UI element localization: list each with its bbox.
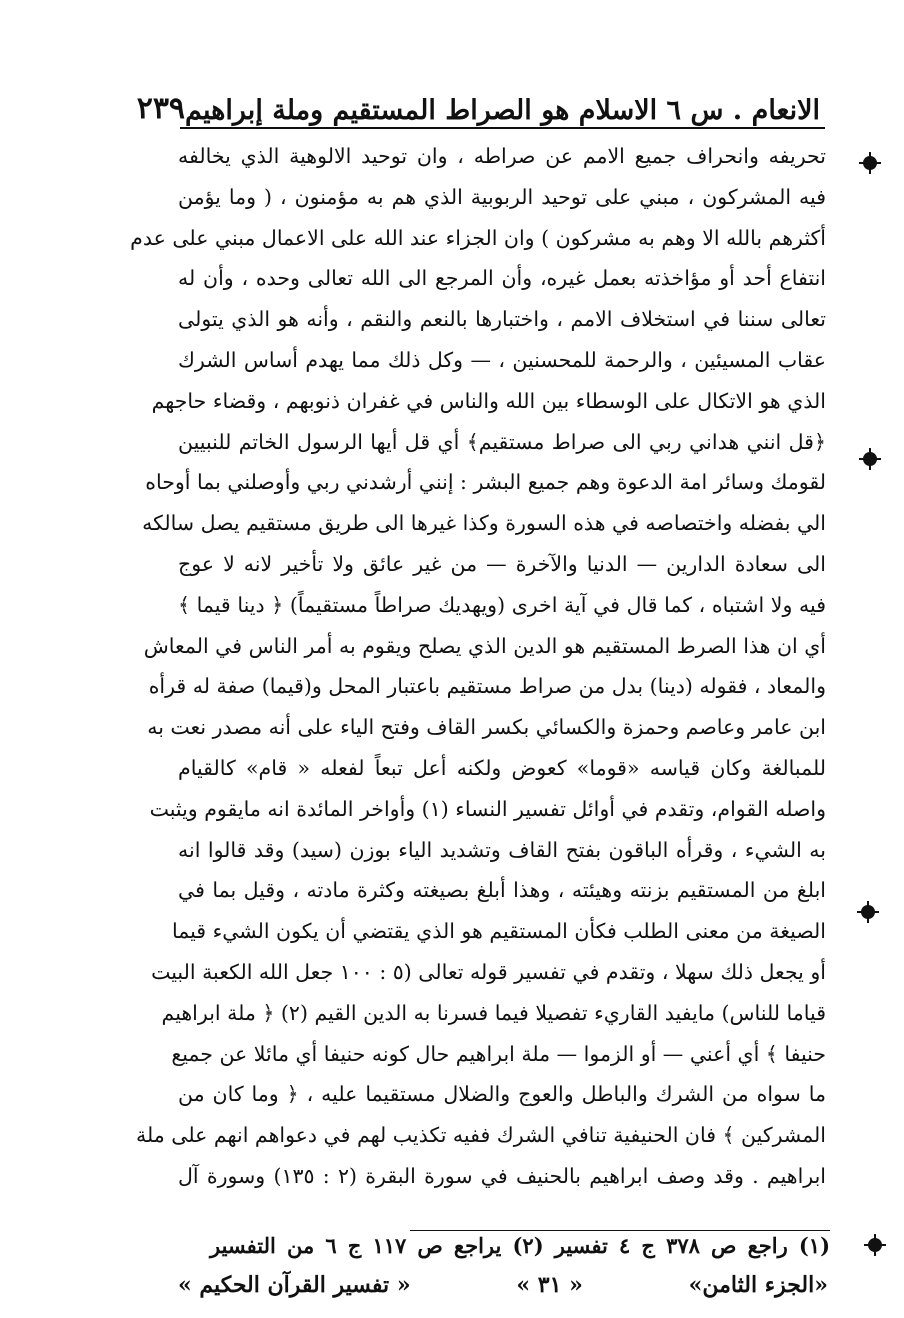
text-line: واصله القوام، وتقدم في أوائل تفسير النساء (١) وأواخر المائدة انه مايقوم ويثبت	[149, 796, 826, 821]
text-line: الى سعادة الدارين — الدنيا والآخرة — من غير عائق ولا تأخير لانه لا عوج	[178, 551, 826, 576]
text-line: الصيغة من معنى الطلب فكأن المستقيم هو الذي يقتضي أن يكون الشيء قيما	[171, 919, 826, 944]
text-line: الذي هو الاتكال على الوسطاء بين الله والناس في غفران ذنوبهم ، وقضاء حاجهم	[151, 388, 826, 413]
text-line: ابن عامر وعاصم وحمزة والكسائي بكسر القاف وفتح الياء على أنه مصدر نعت به	[147, 715, 826, 740]
text-line: ﴿قل انني هداني ربي الى صراط مستقيم﴾ أي قل أيها الرسول الخاتم للنبيين	[178, 429, 826, 454]
header-rule	[180, 127, 825, 129]
margin-marker-icon	[863, 156, 877, 170]
text-line: تحريفه وانحراف جميع الامم عن صراطه ، وان توحيد الالوهية الذي يخالفه	[178, 144, 826, 168]
text-line: والمعاد ، فقوله (دينا) بدل من صراط مستقيم باعتبار المحل و(قيما) صفة له قرأه	[148, 674, 826, 699]
text-line: عقاب المسيئين ، والرحمة للمحسنين ، — وكل ذلك مما يهدم أساس الشرك	[178, 347, 826, 372]
page-number: ٢٣٩	[136, 91, 186, 126]
text-line: للمبالغة وكان قياسه «قوما» كعوض ولكنه أعل تبعاً لفعله « قام» كالقيام	[178, 755, 826, 780]
header-title: الانعام . س ٦ الاسلام هو الصراط المستقيم وملة إبراهيم	[185, 95, 820, 126]
page-footer	[178, 1266, 828, 1304]
footer-book-title: « تفسير القرآن الحكيم »	[178, 1272, 411, 1298]
text-line: أو يجعل ذلك سهلا ، وتقدم في تفسير قوله تعالى (٥ : ١٠٠ جعل الله الكعبة البيت	[151, 959, 826, 984]
text-line: فيه المشركون ، مبني على توحيد الربوبية الذي هم به مؤمنون ، ( وما يؤمن	[178, 184, 826, 209]
running-header	[136, 82, 820, 126]
footnote: (١) راجع ص ٣٧٨ ج ٤ تفسير (٢) يراجع ص ١١٧ ج ٦ من التفسير	[210, 1233, 830, 1258]
margin-marker-icon	[868, 1238, 882, 1252]
footer-volume: «الجزء الثامن»	[688, 1272, 828, 1298]
margin-marker-icon	[861, 905, 875, 919]
text-line: الي بفضله واختصاصه في هذه السورة وكذا غيرها الى طريق مستقيم يصل سالكه	[142, 511, 826, 536]
text-line: تعالى سننا في استخلاف الامم ، واختبارها بالنعم والنقم ، وأنه هو الذي يتولى	[178, 307, 826, 332]
text-line: حنيفا ﴾ أي أعني — أو الزموا — ملة ابراهيم حال كونه حنيفا أي مائلا عن جميع	[171, 1041, 826, 1066]
text-line: ما سواه من الشرك والباطل والعوج والضلال مستقيما عليه ، ﴿ وما كان من	[178, 1082, 826, 1107]
text-line: ابلغ من المستقيم بزنته وهيئته ، وهذا أبلغ بصيغته وكثرة مادته ، وقيل بما في	[178, 878, 826, 903]
text-line: أكثرهم بالله الا وهم به مشركون ) وان الجزاء عند الله على الاعمال مبني على عدم	[130, 225, 826, 250]
text-line: أي ان هذا الصرط المستقيم هو الدين الذي يصلح ويقوم به أمر الناس في المعاش	[143, 633, 826, 658]
text-line: فيه ولا اشتباه ، كما قال في آية اخرى (ويهديك صراطاً مستقيماً) ﴿ دينا قيما ﴾	[178, 592, 826, 617]
text-line: ابراهيم . وقد وصف ابراهيم بالحنيف في سورة البقرة (٢ : ١٣٥) وسورة آل	[178, 1163, 826, 1188]
text-line: قياما للناس) مايفيد القاريء تفصيلا فيما فسرنا به الدين القيم (٢) ﴿ ملة ابراهيم	[161, 1000, 826, 1025]
text-line: المشركين ﴾ فان الحنيفية تنافي الشرك ففيه تكذيب لهم في دعواهم انهم على ملة	[136, 1123, 826, 1148]
text-line: انتفاع أحد أو مؤاخذته بعمل غيره، وأن المرجع الى الله تعالى وحده ، وأن له	[178, 266, 826, 291]
margin-marker-icon	[863, 452, 877, 466]
body-text	[130, 136, 826, 1197]
text-line: لقومك وسائر امة الدعوة وهم جميع البشر : إنني أرشدني ربي وأوصلني بما أوحاه	[145, 470, 826, 495]
text-line: به الشيء ، وقرأه الباقون بفتح القاف وتشديد الياء بوزن (سيد) وقد قالوا انه	[178, 837, 826, 862]
footer-signature: « ٣١ »	[516, 1272, 583, 1298]
